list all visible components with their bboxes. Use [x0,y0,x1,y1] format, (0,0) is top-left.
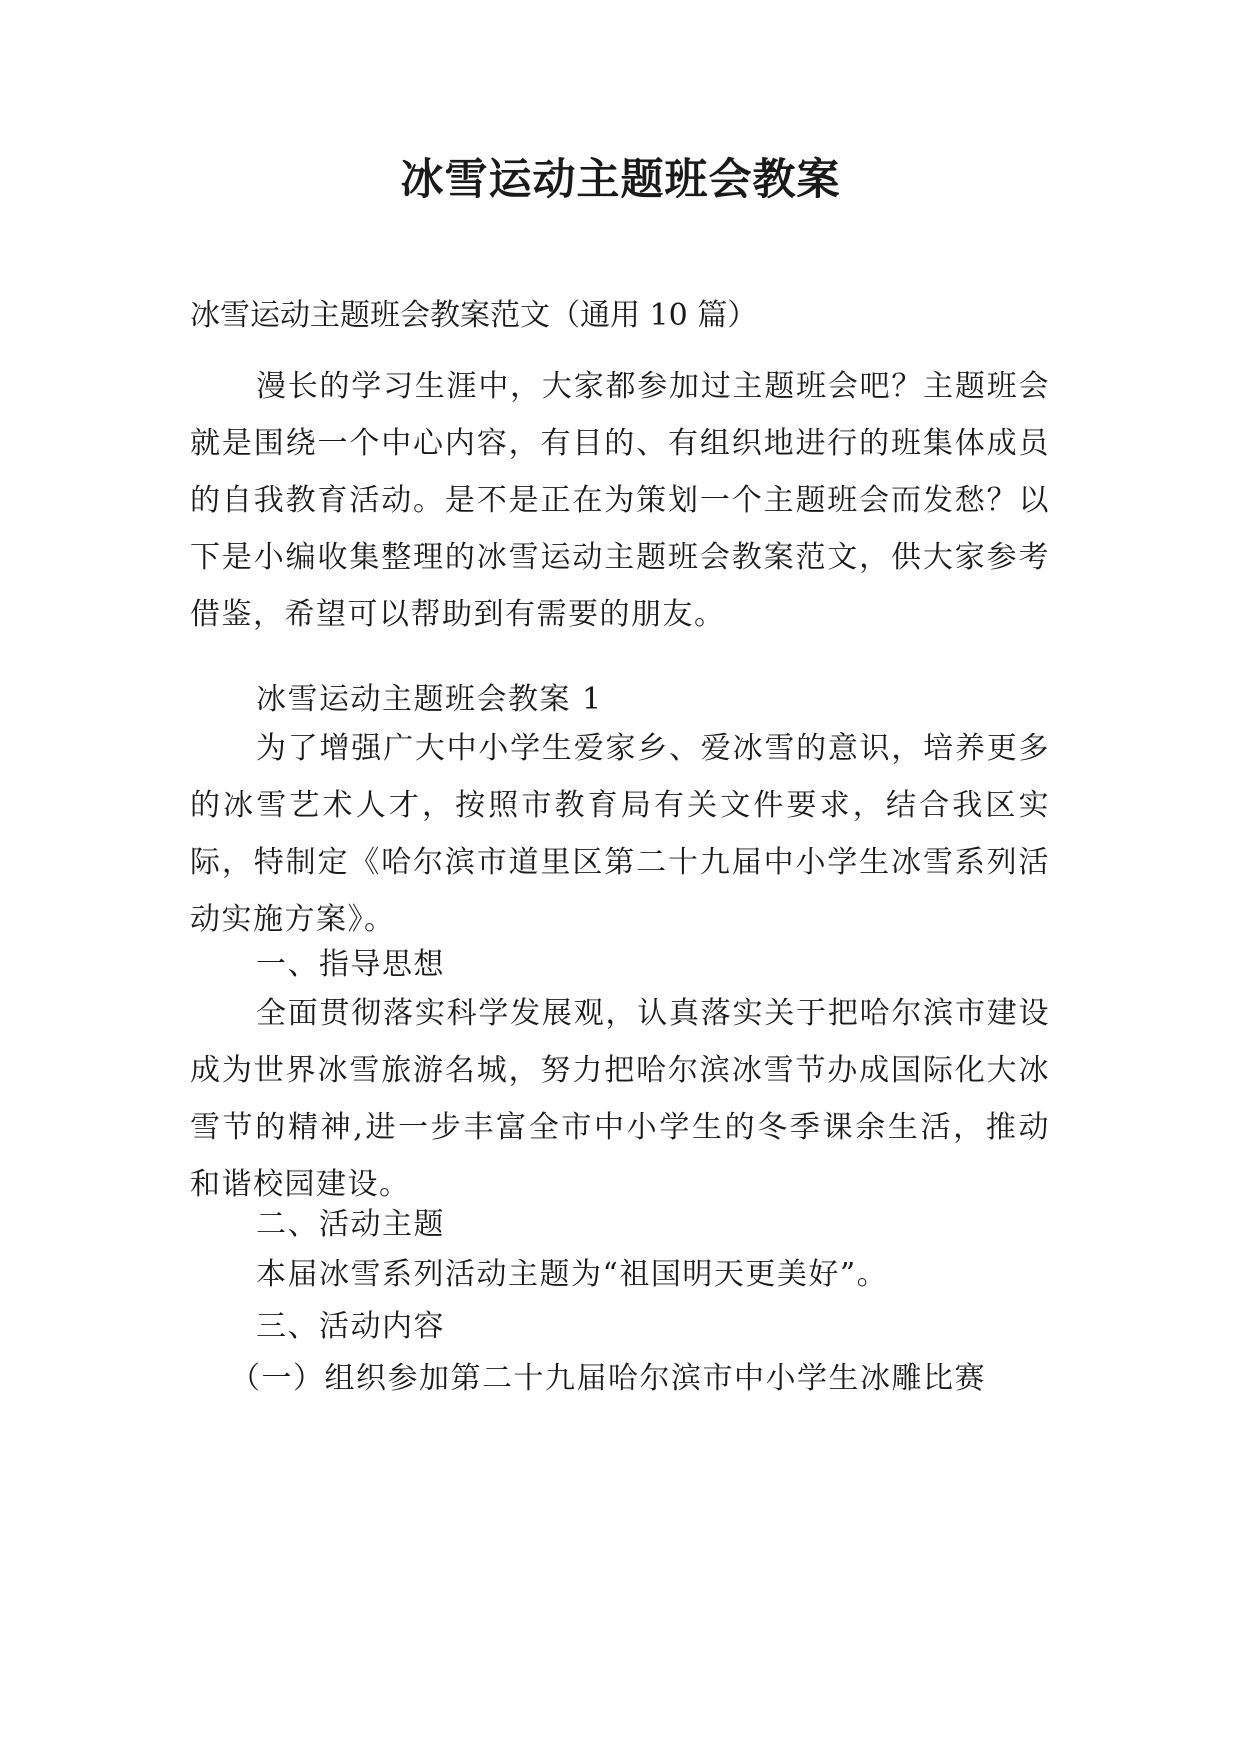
activity-content-item-1: （一）组织参加第二十九届哈尔滨市中小学生冰雕比赛 [230,1361,986,1396]
guiding-thought-paragraph: 全面贯彻落实科学发展观，认真落实关于把哈尔滨市建设成为世界冰雪旅游名城，努力把哈尔滨冰雪节办成国际化大冰雪节的精神,进一步丰富全市中小学生的冬季课余生活，推动和谐校园建设。 [190,996,1050,1202]
section-heading-1: 冰雪运动主题班会教案 1 [256,682,603,717]
document-subtitle: 冰雪运动主题班会教案范文（通用 10 篇） [190,298,758,333]
document-title: 冰雪运动主题班会教案 [400,155,841,205]
section-1-paragraph: 为了增强广大中小学生爱家乡、爱冰雪的意识，培养更多的冰雪艺术人才，按照市教育局有关文件要求，结合我区实际，特制定《哈尔滨市道里区第二十九届中小学生冰雪系列活动实施方案》。 [190,731,1050,937]
activity-theme-paragraph: 本届冰雪系列活动主题为“祖国明天更美好”。 [256,1257,889,1292]
intro-paragraph: 漫长的学习生涯中，大家都参加过主题班会吧？主题班会就是围绕一个中心内容，有目的、有组织地进行的班集体成员的自我教育活动。是不是正在为策划一个主题班会而发愁？以下是小编收集整理的冰雪运动主题班会教案范文，供大家参考借鉴，希望可以帮助到有需要的朋友。 [190,369,1050,632]
heading-activity-theme: 二、活动主题 [256,1207,445,1242]
heading-activity-content: 三、活动内容 [256,1309,445,1344]
heading-guiding-thought: 一、指导思想 [256,947,445,982]
